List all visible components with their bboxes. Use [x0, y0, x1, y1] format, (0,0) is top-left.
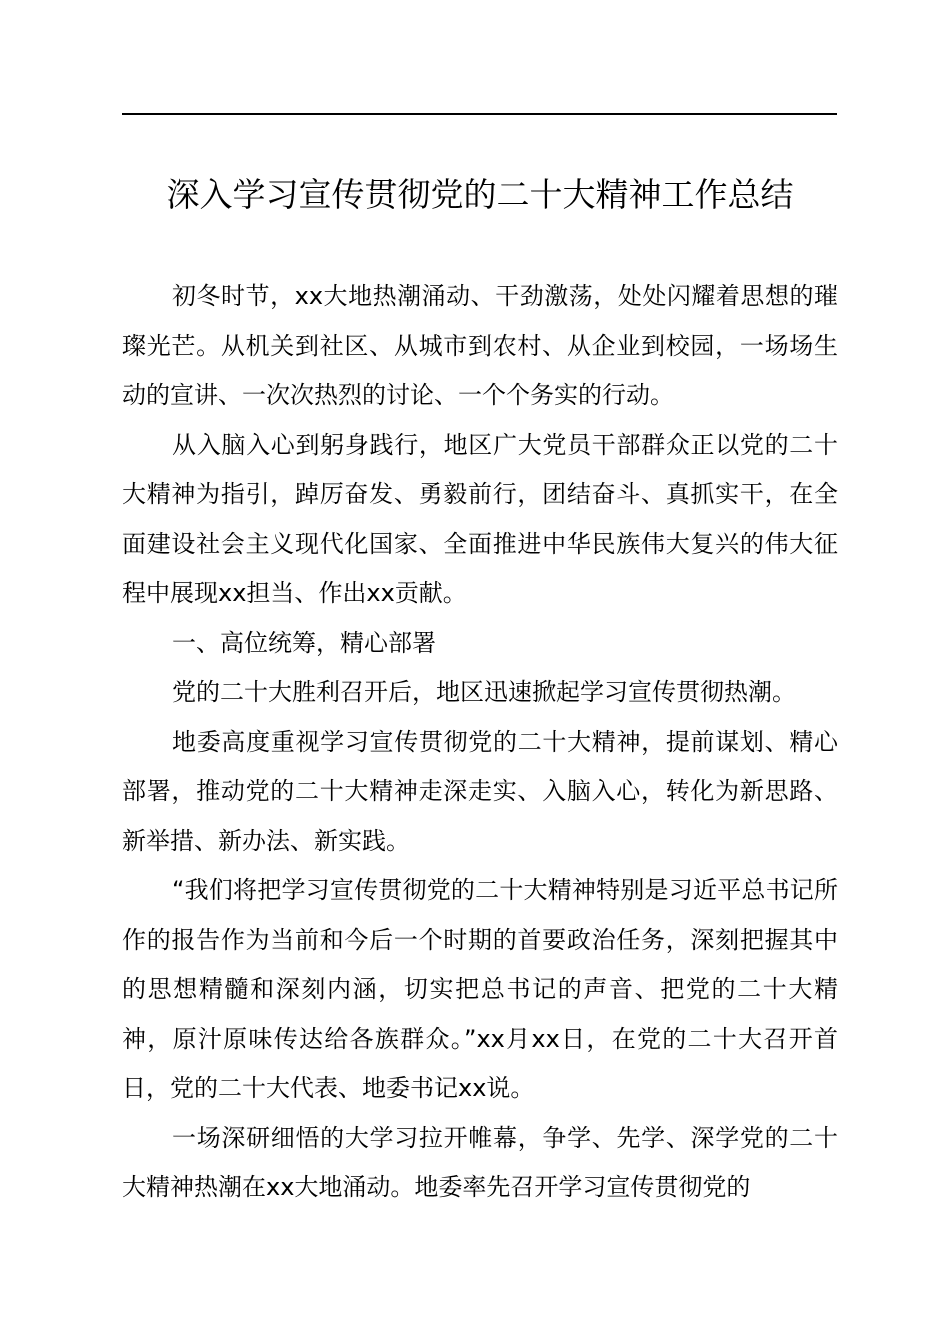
section-heading-1: 一、高位统筹，精心部署 — [172, 628, 436, 657]
paragraph-opening: 初冬时节，xx大地热潮涌动、干劲激荡，处处闪耀着思想的璀璨光芒。从机关到社区、从城市到农村、从企业到校园，一场场生动的宣讲、一次次热烈的讨论、一个个务实的行动。 — [122, 282, 838, 409]
paragraph-practice: 从入脑入心到躬身践行，地区广大党员干部群众正以党的二十大精神为指引，踔厉奋发、勇毅前行，团结奋斗、真抓实干，在全面建设社会主义现代化国家、全面推进中华民族伟大复兴的伟大征程中展现xx担当、作出xx贡献。 — [122, 430, 838, 607]
paragraph-study: 一场深研细悟的大学习拉开帷幕，争学、先学、深学党的二十大精神热潮在xx大地涌动。地委率先召开学习宣传贯彻党的 — [122, 1123, 838, 1201]
paragraph-committee: 地委高度重视学习宣传贯彻党的二十大精神，提前谋划、精心部署，推动党的二十大精神走深走实、入脑入心，转化为新思路、新举措、新办法、新实践。 — [122, 727, 838, 855]
document-title: 深入学习宣传贯彻党的二十大精神工作总结 — [166, 175, 794, 214]
document-body — [122, 272, 838, 1213]
paragraph-quote: “我们将把学习宣传贯彻党的二十大精神特别是习近平总书记所作的报告作为当前和今后一个时期的首要政治任务，深刻把握其中的思想精髓和深刻内涵，切实把总书记的声音、把党的二十大精神，原汁原味传达给各族群众。”xx月xx日，在党的二十大召开首日，党的二十大代表、地委书记xx说。 — [122, 876, 838, 1102]
header-rule — [122, 113, 837, 115]
paragraph-after-congress: 党的二十大胜利召开后，地区迅速掀起学习宣传贯彻热潮。 — [172, 678, 796, 706]
